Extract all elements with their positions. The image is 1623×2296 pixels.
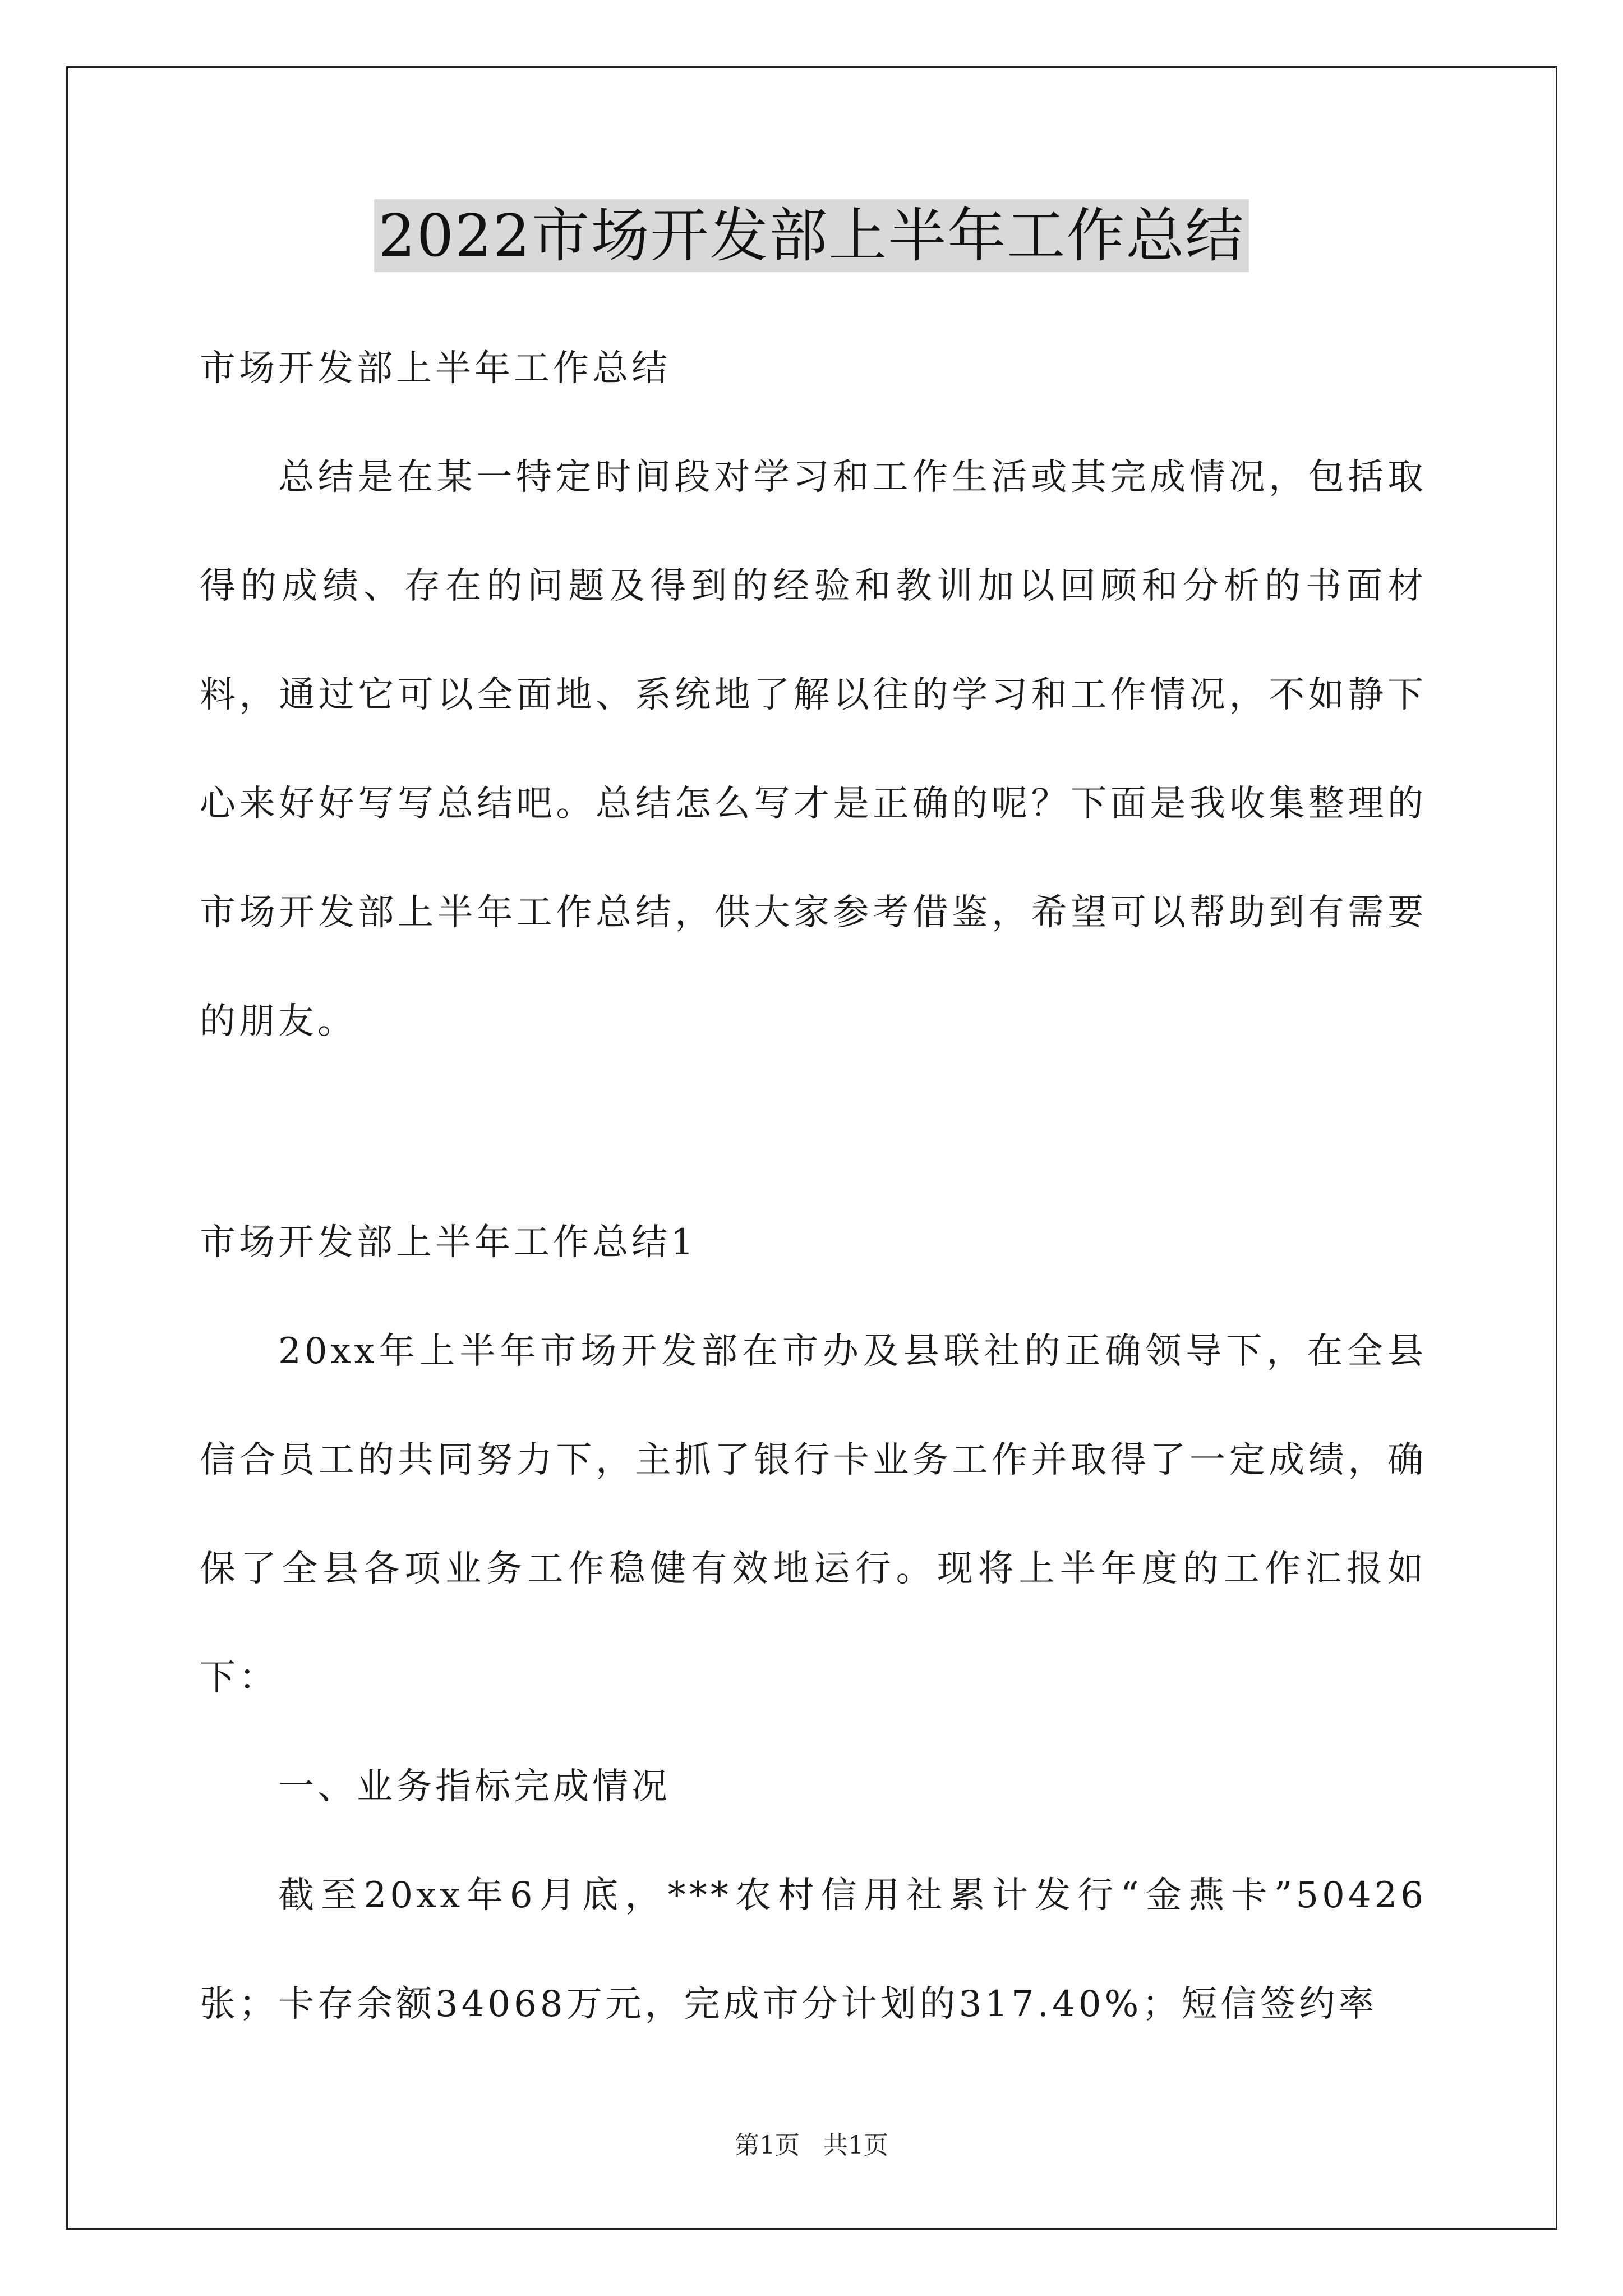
subtitle: 市场开发部上半年工作总结: [200, 348, 671, 389]
title-container: [0, 199, 1623, 272]
document-body: [200, 314, 1427, 2059]
page-number: 第1页: [735, 2131, 800, 2160]
page-total: 共1页: [823, 2131, 888, 2160]
section-paragraph: 截至20xx年6月底，***农村信用社累计发行“金燕卡”50426张；卡存余额34068万元，完成市分计划的317.40%；短信签约率: [200, 1875, 1427, 2025]
document-title: 2022市场开发部上半年工作总结: [374, 199, 1249, 272]
page-footer: [0, 2129, 1623, 2162]
section-spacer: [200, 1076, 1427, 1188]
section-paragraph: 20xx年上半年市场开发部在市办及县联社的正确领导下，在全县信合员工的共同努力下，主抓了银行卡业务工作并取得了一定成绩，确保了全县各项业务工作稳健有效地运行。现将上半年度的工作汇报如下：: [200, 1331, 1427, 1699]
intro-paragraph: 总结是在某一特定时间段对学习和工作生活或其完成情况，包括取得的成绩、存在的问题及得到的经验和教训加以回顾和分析的书面材料，通过它可以全面地、系统地了解以往的学习和工作情况，不如静下心来好好写写总结吧。总结怎么写才是正确的呢？下面是我收集整理的市场开发部上半年工作总结，供大家参考借鉴，希望可以帮助到有需要的朋友。: [200, 457, 1427, 1042]
section-heading: 市场开发部上半年工作总结1: [200, 1222, 697, 1263]
subheading: 一、业务指标完成情况: [278, 1766, 671, 1807]
